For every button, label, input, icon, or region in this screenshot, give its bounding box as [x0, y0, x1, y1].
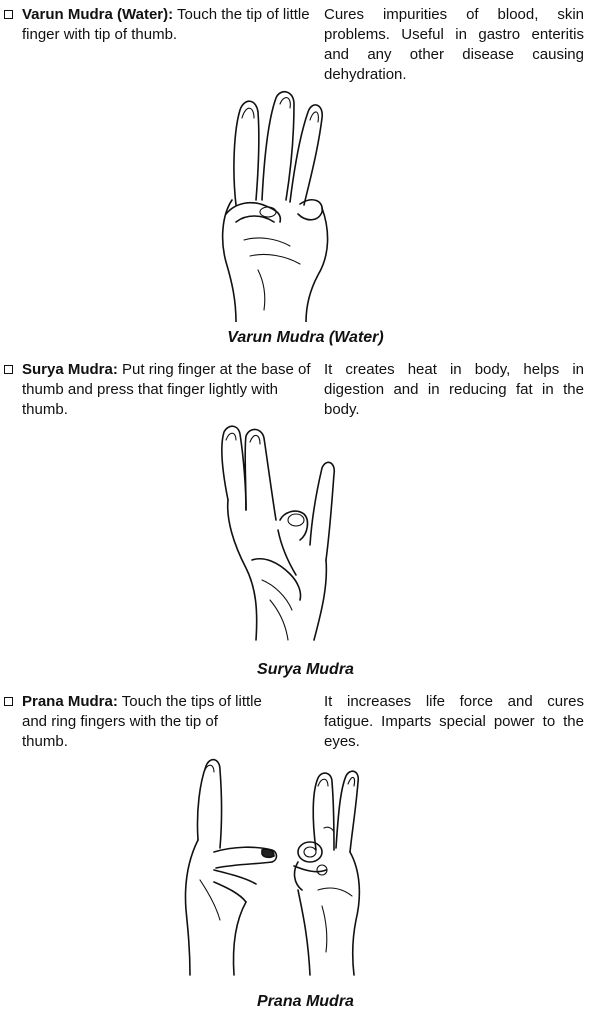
- illustration-caption: Prana Mudra: [257, 993, 354, 1010]
- mudra-section-surya: [0, 355, 611, 685]
- illustration-caption: Surya Mudra: [257, 661, 354, 678]
- mudra-name: Prana Mudra:: [22, 693, 118, 710]
- instruction-text: [22, 5, 314, 45]
- mudra-section-prana: [0, 687, 611, 1024]
- checkbox-bullet-icon: [4, 10, 13, 19]
- illustration-caption: Varun Mudra (Water): [227, 329, 384, 346]
- mudra-benefit: It creates heat in body, helps in digestion and in reducing fat in the body.: [324, 361, 584, 418]
- mudra-benefit: It increases life force and cures fatigue. Imparts special power to the eyes.: [324, 693, 584, 750]
- mudra-name: Varun Mudra (Water):: [22, 6, 174, 23]
- instruction-text: [22, 360, 314, 420]
- varun-mudra-hand-illustration: [0, 90, 611, 322]
- mudra-instruction: Touch the tip of little finger with tip of thumb.: [22, 6, 310, 43]
- mudra-name: Surya Mudra:: [22, 361, 118, 378]
- surya-mudra-hand-illustration: [0, 425, 611, 657]
- checkbox-bullet-icon: [4, 697, 13, 706]
- mudra-section-varun: [0, 0, 611, 350]
- mudra-instruction: Put ring finger at the base of thumb and press that finger lightly with thumb.: [22, 361, 311, 418]
- mudra-benefit: Cures impurities of blood, skin problems. Useful in gastro enteritis and any other disease causing dehydration.: [324, 6, 584, 83]
- checkbox-bullet-icon: [4, 365, 13, 374]
- prana-mudra-hands-illustration: [0, 755, 611, 993]
- instruction-text: [22, 692, 262, 752]
- mudra-instruction: Touch the tips of little and ring fingers with the tip of thumb.: [22, 693, 262, 750]
